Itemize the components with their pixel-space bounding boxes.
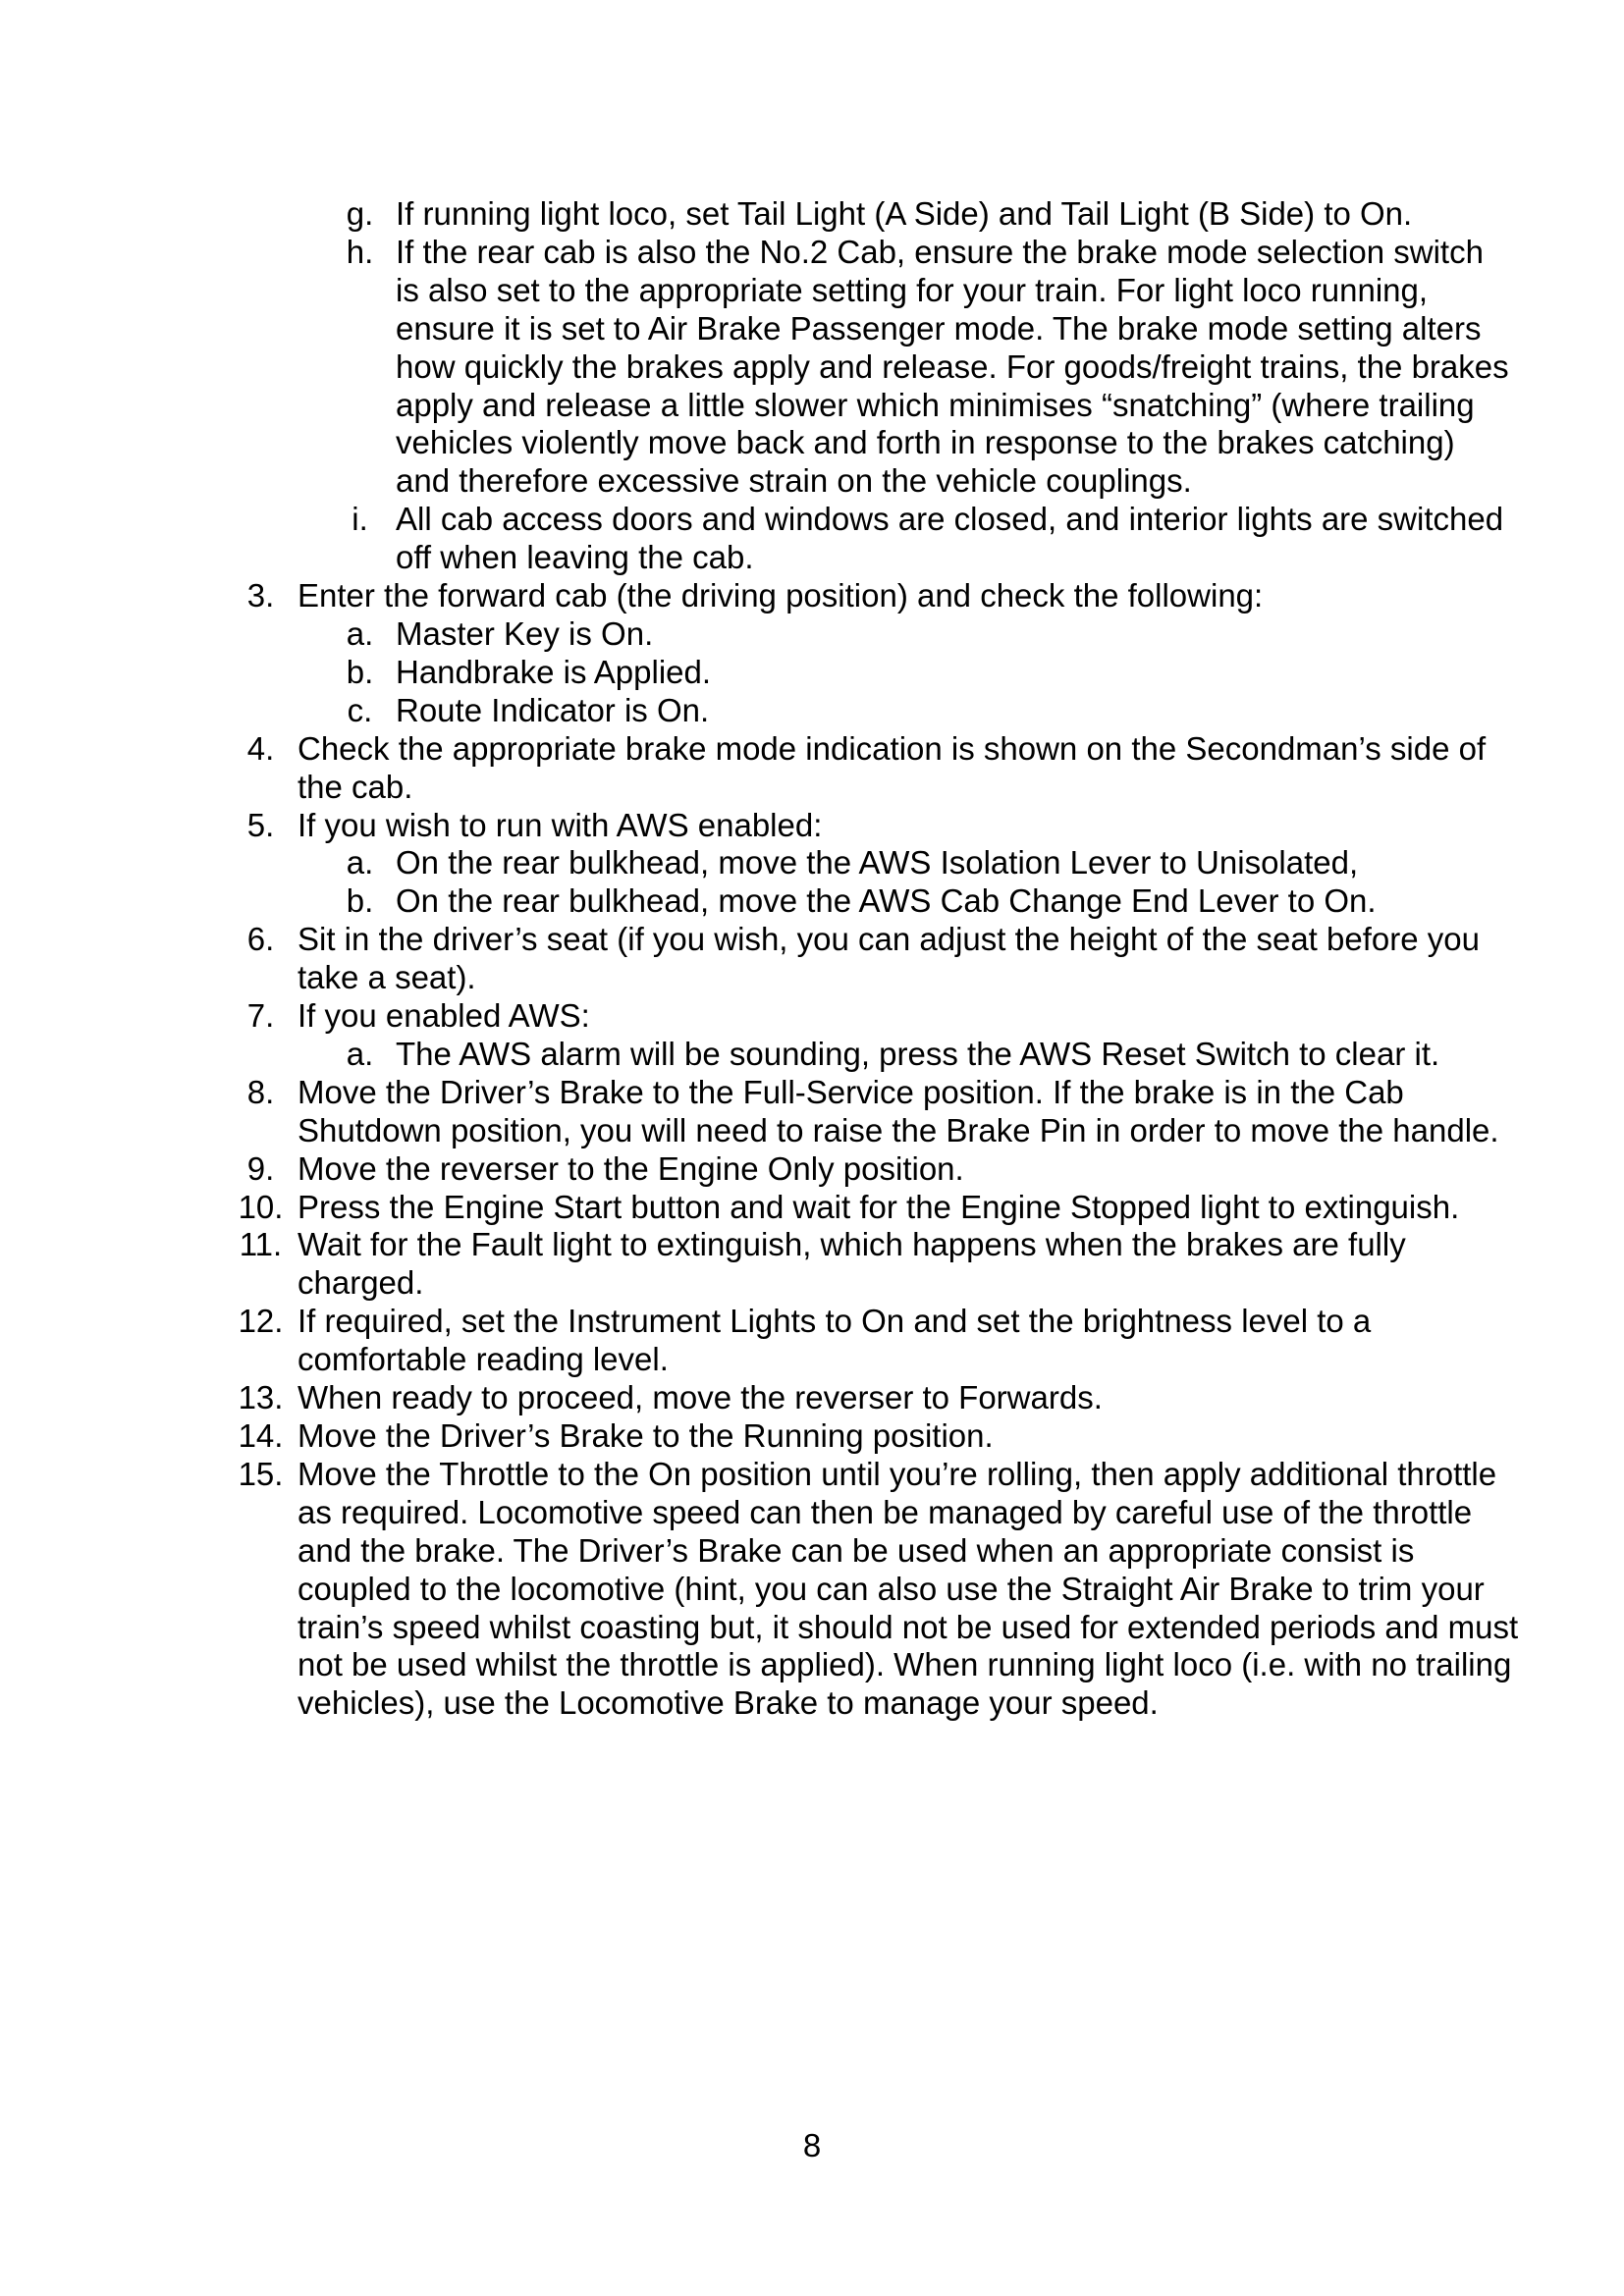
- text-line: If you wish to run with AWS enabled:: [298, 806, 823, 843]
- list-item-text: [298, 1456, 1518, 1723]
- list-item: [0, 807, 1624, 845]
- text-line: vehicles), use the Locomotive Brake to manage your speed.: [298, 1684, 1159, 1722]
- list-item-text: [298, 921, 1480, 997]
- list-item: [0, 1417, 1624, 1456]
- list-item: [0, 921, 1624, 997]
- list-marker: b.: [346, 653, 374, 690]
- text-line: ensure it is set to Air Brake Passenger mode. The brake mode setting alters: [396, 309, 1482, 347]
- list-marker: a.: [346, 614, 374, 652]
- text-line: off when leaving the cab.: [396, 539, 754, 576]
- text-line: is also set to the appropriate setting for your train. For light loco running,: [396, 271, 1429, 308]
- text-line: take a seat).: [298, 959, 476, 996]
- list-item-text: [396, 692, 709, 730]
- text-line: Move the Driver’s Brake to the Full-Service position. If the brake is in the Cab: [298, 1073, 1404, 1110]
- list-item: [0, 577, 1624, 615]
- instruction-list: [0, 195, 1624, 1723]
- list-item: [0, 234, 1624, 501]
- list-marker: 5.: [246, 806, 275, 843]
- list-marker: i.: [352, 501, 368, 538]
- list-item-text: [298, 1417, 994, 1456]
- list-item-text: [298, 1074, 1499, 1150]
- list-marker: 14.: [238, 1417, 284, 1454]
- list-marker: 3.: [246, 577, 275, 614]
- text-line: train’s speed whilst coasting but, it should not be used for extended periods and must: [298, 1608, 1519, 1645]
- list-marker: 12.: [238, 1303, 284, 1340]
- list-marker: 10.: [238, 1188, 284, 1225]
- list-item-text: [298, 730, 1486, 807]
- list-item: [0, 692, 1624, 730]
- text-line: Shutdown position, you will need to raise the Brake Pin in order to move the handle.: [298, 1111, 1499, 1148]
- list-marker: 4.: [246, 729, 275, 767]
- list-item-text: [298, 1303, 1371, 1379]
- text-line: comfortable reading level.: [298, 1341, 669, 1378]
- list-item: [0, 1226, 1624, 1303]
- list-item: [0, 730, 1624, 807]
- list-item-text: [298, 997, 590, 1036]
- list-marker: h.: [346, 233, 374, 270]
- text-line: Check the appropriate brake mode indication is shown on the Secondman’s side of: [298, 729, 1487, 767]
- text-line: Press the Engine Start button and wait for the Engine Stopped light to extinguish.: [298, 1188, 1460, 1225]
- list-item: [0, 195, 1624, 234]
- text-line: Sit in the driver’s seat (if you wish, you can adjust the height of the seat before you: [298, 921, 1480, 958]
- list-item: [0, 1379, 1624, 1417]
- list-item: [0, 501, 1624, 577]
- list-item: [0, 997, 1624, 1036]
- list-item: [0, 654, 1624, 692]
- list-item: [0, 1036, 1624, 1074]
- text-line: On the rear bulkhead, move the AWS Isolation Lever to Unisolated,: [396, 844, 1359, 881]
- page-number: 8: [802, 2127, 822, 2163]
- list-marker: 13.: [238, 1379, 284, 1416]
- list-item-text: [396, 501, 1503, 577]
- list-item-text: [298, 1226, 1406, 1303]
- text-line: When ready to proceed, move the reverser to Forwards.: [298, 1379, 1103, 1416]
- list-item-text: [396, 1036, 1439, 1074]
- list-item: [0, 882, 1624, 921]
- list-item: [0, 844, 1624, 882]
- list-marker: 7.: [246, 997, 275, 1035]
- text-line: If the rear cab is also the No.2 Cab, ensure the brake mode selection switch: [396, 233, 1484, 270]
- text-line: not be used whilst the throttle is applied). When running light loco (i.e. with no trailing: [298, 1646, 1512, 1683]
- list-item-text: [298, 807, 822, 845]
- list-item-text: [396, 882, 1377, 921]
- text-line: and therefore excessive strain on the vehicle couplings.: [396, 462, 1192, 500]
- list-item-text: [396, 234, 1509, 501]
- list-item: [0, 1189, 1624, 1227]
- list-item: [0, 1456, 1624, 1723]
- text-line: Enter the forward cab (the driving position) and check the following:: [298, 577, 1264, 614]
- text-line: Route Indicator is On.: [396, 691, 710, 728]
- list-marker: c.: [347, 691, 373, 728]
- list-marker: g.: [346, 195, 374, 232]
- list-marker: b.: [346, 882, 374, 920]
- text-line: as required. Locomotive speed can then be managed by careful use of the throttle: [298, 1493, 1473, 1530]
- text-line: charged.: [298, 1264, 424, 1302]
- text-line: All cab access doors and windows are closed, and interior lights are switched: [396, 501, 1504, 538]
- list-item-text: [298, 577, 1263, 615]
- list-marker: a.: [346, 844, 374, 881]
- text-line: vehicles violently move back and forth in response to the brakes catching): [396, 424, 1455, 461]
- text-line: coupled to the locomotive (hint, you can also use the Straight Air Brake to trim your: [298, 1570, 1485, 1607]
- list-item: [0, 615, 1624, 654]
- list-marker: 11.: [239, 1226, 283, 1263]
- list-item-text: [298, 1150, 964, 1189]
- list-marker: 8.: [246, 1073, 275, 1110]
- list-marker: 9.: [246, 1149, 275, 1187]
- text-line: If required, set the Instrument Lights to On and set the brightness level to a: [298, 1303, 1372, 1340]
- text-line: Move the Throttle to the On position until you’re rolling, then apply additional throttle: [298, 1455, 1497, 1492]
- list-marker: 15.: [238, 1455, 284, 1492]
- text-line: apply and release a little slower which minimises “snatching” (where trailing: [396, 386, 1475, 423]
- text-line: If running light loco, set Tail Light (A Side) and Tail Light (B Side) to On.: [396, 195, 1413, 232]
- list-item-text: [298, 1379, 1103, 1417]
- list-item-text: [396, 844, 1358, 882]
- list-item: [0, 1303, 1624, 1379]
- list-item: [0, 1150, 1624, 1189]
- text-line: and the brake. The Driver’s Brake can be used when an appropriate consist is: [298, 1531, 1415, 1569]
- list-marker: a.: [346, 1035, 374, 1072]
- text-line: Move the reverser to the Engine Only position.: [298, 1149, 964, 1187]
- text-line: Handbrake is Applied.: [396, 653, 712, 690]
- list-item-text: [298, 1189, 1459, 1227]
- list-marker: 6.: [246, 921, 275, 958]
- list-item: [0, 1074, 1624, 1150]
- text-line: The AWS alarm will be sounding, press the AWS Reset Switch to clear it.: [396, 1035, 1440, 1072]
- list-item-text: [396, 654, 711, 692]
- list-item-text: [396, 195, 1412, 234]
- text-line: If you enabled AWS:: [298, 997, 590, 1035]
- text-line: Master Key is On.: [396, 614, 654, 652]
- text-line: Wait for the Fault light to extinguish, which happens when the brakes are fully: [298, 1226, 1406, 1263]
- list-item-text: [396, 615, 653, 654]
- text-line: how quickly the brakes apply and release. For goods/freight trains, the brakes: [396, 347, 1509, 385]
- text-line: the cab.: [298, 768, 413, 805]
- text-line: On the rear bulkhead, move the AWS Cab Change End Lever to On.: [396, 882, 1377, 920]
- text-line: Move the Driver’s Brake to the Running position.: [298, 1417, 994, 1454]
